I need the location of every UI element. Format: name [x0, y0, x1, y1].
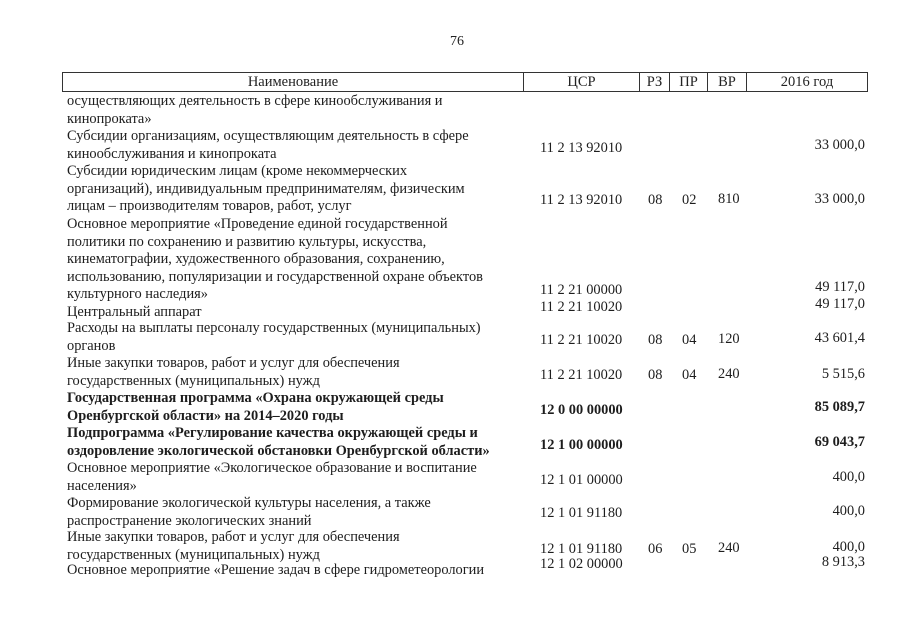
row-amount: 400,0	[832, 539, 865, 555]
row-csr: 12 0 00 00000	[540, 402, 623, 418]
row-amount: 33 000,0	[814, 137, 865, 153]
header-pr: ПР	[670, 72, 708, 92]
row-pr: 04	[682, 332, 697, 348]
row-csr: 11 2 21 10020	[540, 367, 623, 383]
row-name: Субсидии юридическим лицам (кроме некоммерческих организаций), индивидуальным предпринимателям, физическим лицам – производителям товаров, работ, услуг	[67, 163, 465, 215]
row-csr: 11 2 13 92010	[540, 192, 623, 208]
row-name: Центральный аппарат	[67, 304, 202, 320]
row-csr: 11 2 21 10020	[540, 332, 623, 348]
row-amount: 49 117,0	[815, 279, 865, 295]
row-amount: 49 117,0	[815, 296, 865, 312]
row-rz: 08	[648, 367, 663, 383]
header-csr: ЦСР	[524, 72, 640, 92]
row-rz: 08	[648, 192, 663, 208]
row-name: Основное мероприятие «Экологическое образование и воспитание населения»	[67, 460, 477, 494]
row-rz: 06	[648, 541, 663, 557]
row-rz: 08	[648, 332, 663, 348]
row-csr: 11 2 21 00000	[540, 282, 623, 298]
header-rz: РЗ	[640, 72, 670, 92]
row-name: Иные закупки товаров, работ и услуг для обеспечения государственных (муниципальных) нужд	[67, 529, 400, 563]
row-name: Иные закупки товаров, работ и услуг для обеспечения государственных (муниципальных) нужд	[67, 355, 400, 389]
row-amount: 8 913,3	[821, 554, 865, 570]
row-csr: 11 2 21 10020	[540, 299, 623, 315]
row-name: осуществляющих деятельность в сфере кинообслуживания и кинопроката»	[67, 93, 443, 127]
row-csr: 12 1 01 00000	[540, 472, 623, 488]
row-pr: 05	[682, 541, 697, 557]
row-amount: 85 089,7	[814, 399, 865, 415]
header-name: Наименование	[62, 72, 524, 92]
row-amount: 5 515,6	[821, 366, 865, 382]
row-vr: 120	[718, 331, 740, 347]
row-name: Субсидии организациям, осуществляющим деятельность в сфере кинообслуживания и кинопроката	[67, 128, 469, 162]
row-name: Основное мероприятие «Решение задач в сфере гидрометеорологии	[67, 562, 485, 578]
row-name: Подпрограмма «Регулирование качества окружающей среды и оздоровление экологической обстановки Оренбургской области»	[67, 425, 490, 459]
row-vr: 240	[718, 366, 740, 382]
row-name: Формирование экологической культуры населения, а также распространение экологических знаний	[67, 495, 431, 529]
row-name: Расходы на выплаты персоналу государственных (муниципальных) органов	[67, 320, 481, 354]
row-vr: 810	[718, 191, 740, 207]
row-csr: 11 2 13 92010	[540, 140, 623, 156]
header-year: 2016 год	[747, 72, 868, 92]
row-name: Основное мероприятие «Проведение единой государственной политики по сохранению и развитию культуры, искусства, кинематографии, художественного образования, сохранению, использованию, популяризации и государственной охране объектов культурного наследия»	[67, 216, 483, 303]
row-vr: 240	[718, 540, 740, 556]
row-pr: 04	[682, 367, 697, 383]
row-csr: 12 1 01 91180	[540, 505, 623, 521]
row-amount: 43 601,4	[814, 330, 865, 346]
row-amount: 400,0	[832, 469, 865, 485]
page-number: 76	[450, 34, 464, 49]
row-csr: 12 1 01 91180	[540, 541, 623, 557]
row-pr: 02	[682, 192, 697, 208]
row-csr: 12 1 02 00000	[540, 556, 623, 572]
row-csr: 12 1 00 00000	[540, 437, 623, 453]
row-amount: 69 043,7	[814, 434, 865, 450]
row-name: Государственная программа «Охрана окружающей среды Оренбургской области» на 2014–2020 годы	[67, 390, 444, 424]
header-vr: ВР	[708, 72, 747, 92]
row-amount: 33 000,0	[814, 191, 865, 207]
row-amount: 400,0	[832, 503, 865, 519]
